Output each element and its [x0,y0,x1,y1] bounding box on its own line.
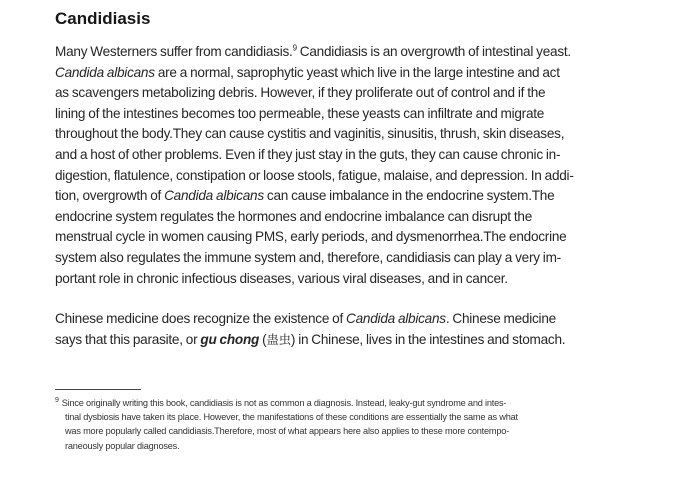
text-line [55,186,655,207]
footnote-reference[interactable]: 9 [292,43,297,53]
text-line [55,42,655,63]
text-run: Candidiasis is an overgrowth of intestinal yeast. [296,44,571,59]
text-run: Chinese medicine does recognize the existence of [55,311,347,327]
text-line: menstrual cycle in women causing PMS, early periods, and dysmenorrhea.The endocrine [55,229,567,245]
footnote-line: tinal dysbiosis have taken its place. However, the manifestations of these conditions are essentially the same as what [65,412,518,423]
section-heading: Candidiasis [55,9,151,28]
document-page [55,8,655,350]
footnote [55,396,660,453]
text-line: lining of the intestines becomes too permeable, these yeasts can infiltrate and migrate [55,105,545,121]
text-run: . Chinese medicine [445,311,556,327]
text-line [55,330,655,351]
text-line: as scavengers metabolizing debris. However, if they proliferate out of control and if the [55,85,546,101]
text-line [55,309,655,330]
text-run: says that this parasite, or [55,331,201,347]
text-line [55,63,655,84]
text-line: system also regulates the immune system and, therefore, candidiasis can play a very im- [55,249,561,265]
italic-text: gu chong [200,331,260,347]
text-run: Many Westerners suffer from candidiasis. [55,44,293,59]
text-line: endocrine system regulates the hormones and endocrine imbalance can disrupt the [55,208,533,224]
text-line: digestion, flatulence, constipation or loose stools, fatigue, malaise, and depression. In addi- [55,167,574,183]
text-run: ( [259,331,267,347]
text-run: are a normal, saprophytic yeast which live in the large intestine and act [154,64,560,80]
text-line: portant role in chronic infectious diseases, various viral diseases, and in cancer. [55,270,508,286]
text-run: tion, overgrowth of [55,188,165,204]
chinese-characters: 蛊虫 [266,331,291,347]
footnote-marker: 9 [55,396,59,404]
text-line: throughout the body.They can cause cystitis and vaginitis, sinusitis, thrush, skin diseases, [55,126,565,142]
text-run: ) in Chinese, lives in the intestines and stomach. [290,331,566,347]
paragraph-2 [55,309,655,350]
footnote-divider [55,389,141,390]
paragraph-1 [55,42,655,289]
italic-text: Candida albicans [55,64,155,80]
text-run: Since originally writing this book, candidiasis is not as common a diagnosis. Instead, leaky-gut syndrome and intes- [61,398,507,408]
italic-text: Candida albicans [164,188,264,204]
footnote-line [55,396,660,410]
text-run: can cause imbalance in the endocrine system.The [263,188,555,204]
text-line: and a host of other problems. Even if they just stay in the guts, they can cause chronic in- [55,146,561,162]
footnote-line: was more popularly called candidiasis.Therefore, most of what appears here also applies to these more contempo- [65,426,510,437]
italic-text: Candida albicans [346,311,446,327]
footnote-line: raneously popular diagnoses. [65,440,180,451]
